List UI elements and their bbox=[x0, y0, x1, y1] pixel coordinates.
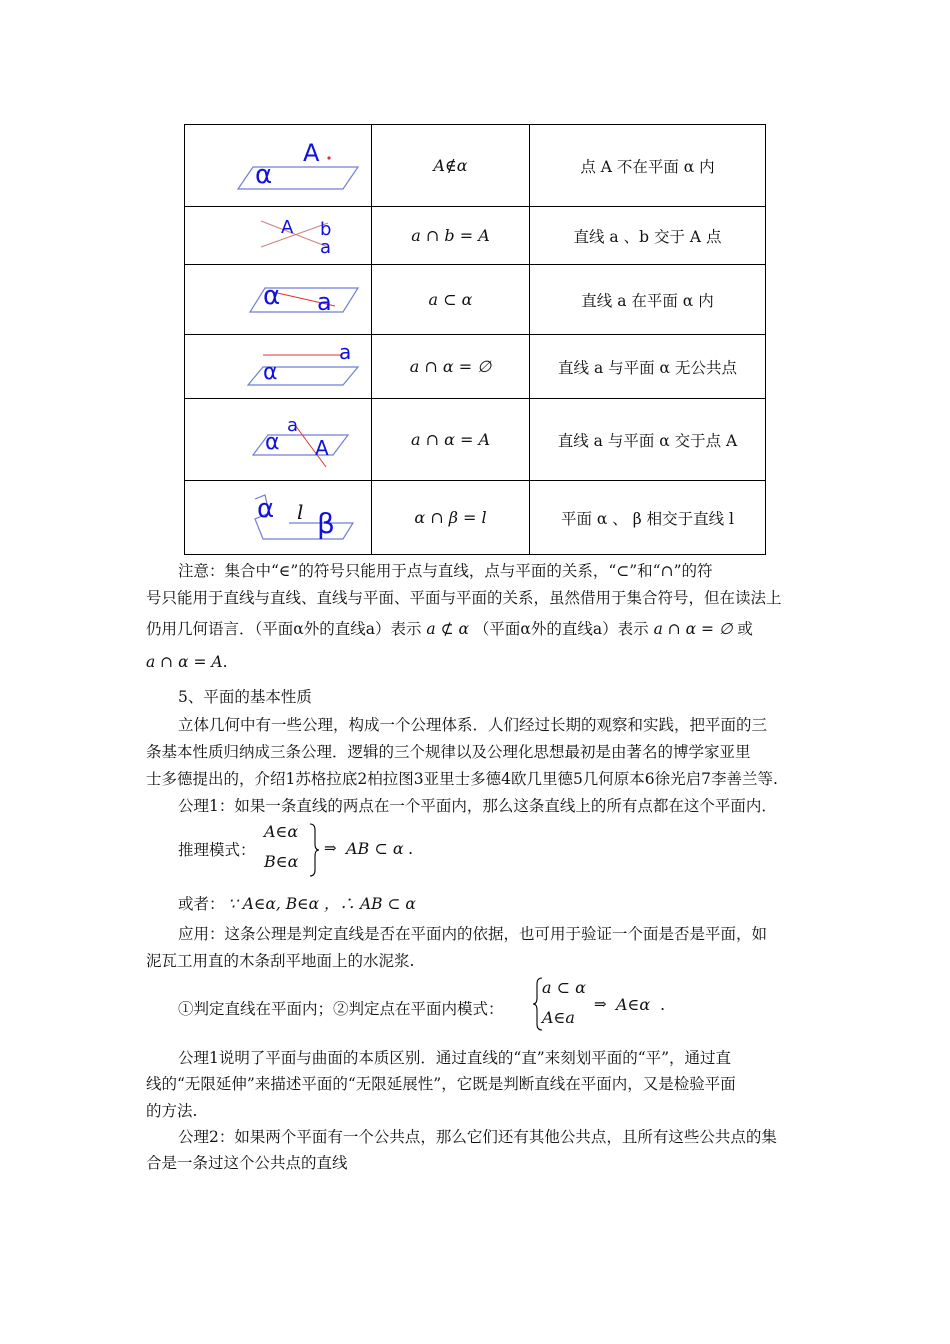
point-a-label: A bbox=[281, 216, 294, 238]
application-line: 应用：这条公理是判定直线是否在平面内的依据，也可用于验证一个面是否是平面，如 bbox=[178, 925, 768, 943]
note-line bbox=[146, 616, 810, 643]
line-a-label: a bbox=[320, 236, 332, 258]
table-row bbox=[185, 125, 766, 207]
symbol-cell: a ⊂ α bbox=[372, 265, 530, 335]
symbol-cell: A∉α bbox=[372, 125, 530, 207]
alpha-label: α bbox=[263, 280, 281, 311]
inference-label: 推理模式： bbox=[178, 841, 256, 859]
beta-label: β bbox=[317, 506, 335, 540]
explain-line: 的方法. bbox=[146, 1102, 198, 1120]
table-row bbox=[185, 481, 766, 555]
figure-line-meets-plane bbox=[185, 399, 372, 481]
or-label: 或者： bbox=[178, 895, 225, 913]
description-cell: 直线 a 、b 交于 A 点 bbox=[530, 207, 766, 265]
alpha-label: α bbox=[265, 429, 280, 455]
formula: a ∩ α = A bbox=[146, 653, 223, 671]
note-text: 或 bbox=[737, 620, 753, 638]
table-row bbox=[185, 399, 766, 481]
period: . bbox=[222, 653, 228, 671]
alpha-label: α bbox=[263, 359, 278, 385]
note-text: （平面α外的直线a）表示 bbox=[473, 620, 649, 638]
description-cell: 直线 a 在平面 α 内 bbox=[530, 265, 766, 335]
implies-arrow: ⇒ bbox=[324, 839, 337, 857]
symbol-cell: a ∩ α = ∅ bbox=[372, 335, 530, 399]
premise: A∈α bbox=[264, 822, 299, 841]
right-brace bbox=[308, 822, 320, 878]
paragraph-line: 立体几何中有一些公理，构成一个公理体系．人们经过长期的观察和实践，把平面的三 bbox=[178, 716, 768, 734]
description-cell: 直线 a 与平面 α 交于点 A bbox=[530, 399, 766, 481]
explain-line: 公理1说明了平面与曲面的本质区别．通过直线的“直”来刻划平面的“平”，通过直 bbox=[178, 1049, 732, 1067]
period: . bbox=[660, 995, 666, 1014]
implies-arrow: ⇒ bbox=[594, 995, 607, 1013]
axiom1-statement: 公理1：如果一条直线的两点在一个平面内，那么这条直线上的所有点都在这个平面内． bbox=[178, 797, 777, 815]
figure-lines-intersect bbox=[185, 207, 372, 265]
note-text: 仍用几何语言．（平面α外的直线a）表示 bbox=[146, 620, 422, 638]
paragraph-line: 士多德提出的，介绍1苏格拉底2柏拉图3亚里士多德4欧几里德5几何原本6徐光启7李善兰等. bbox=[146, 770, 778, 788]
note-line: 注意：集合中“∈”的符号只能用于点与直线，点与平面的关系，“⊂”和“∩”的符 bbox=[178, 562, 713, 580]
note-line bbox=[146, 649, 810, 676]
formula: a ⊄ α bbox=[426, 620, 469, 638]
judge-text: ①判定直线在平面内；②判定点在平面内模式： bbox=[178, 1000, 504, 1018]
section-heading: 5、平面的基本性质 bbox=[178, 688, 312, 706]
premise: A∈a bbox=[542, 1008, 575, 1027]
symbol-cell: a ∩ b = A bbox=[372, 207, 530, 265]
description-cell: 平面 α 、 β 相交于直线 l bbox=[530, 481, 766, 555]
conclusion: AB ⊂ α bbox=[346, 839, 404, 858]
symbol-cell: α ∩ β = l bbox=[372, 481, 530, 555]
notation-table bbox=[184, 124, 766, 555]
symbol-cell: a ∩ α = A bbox=[372, 399, 530, 481]
line-a-label: a bbox=[339, 339, 352, 364]
description-cell: 点 A 不在平面 α 内 bbox=[530, 125, 766, 207]
conclusion: A∈α bbox=[616, 995, 651, 1014]
explain-line: 线的“无限延伸”来描述平面的“无限延展性”，它既是判断直线在平面内，又是检验平面 bbox=[146, 1075, 736, 1093]
figure-planes-intersect bbox=[185, 481, 372, 555]
premise: B∈α bbox=[264, 852, 299, 871]
table-row bbox=[185, 265, 766, 335]
figure-line-in-plane bbox=[185, 265, 372, 335]
table-row bbox=[185, 335, 766, 399]
line-b-label: b bbox=[320, 218, 332, 240]
description-cell: 直线 a 与平面 α 无公共点 bbox=[530, 335, 766, 399]
line-a-label: a bbox=[287, 414, 299, 436]
or-formula: ∵ A∈α, B∈α ，∴ AB ⊂ α bbox=[228, 895, 416, 913]
note-line: 号只能用于直线与直线、直线与平面、平面与平面的关系，虽然借用于集合符号，但在读法上 bbox=[146, 589, 782, 607]
figure-point-not-in-plane bbox=[185, 125, 372, 207]
application-line: 泥瓦工用直的木条刮平地面上的水泥浆. bbox=[146, 952, 415, 970]
paragraph-line: 条基本性质归纳成三条公理．逻辑的三个规律以及公理化思想最初是由著名的博学家亚里 bbox=[146, 743, 751, 761]
period: . bbox=[408, 839, 414, 858]
formula: a ∩ α = ∅ bbox=[653, 620, 733, 638]
point-a-label: A bbox=[315, 435, 329, 460]
axiom2-line: 合是一条过这个公共点的直线 bbox=[146, 1154, 348, 1172]
axiom2-line: 公理2：如果两个平面有一个公共点，那么它们还有其他公共点，且所有这些公共点的集 bbox=[178, 1128, 777, 1146]
figure-line-parallel-plane bbox=[185, 335, 372, 399]
alpha-label: α bbox=[257, 493, 275, 524]
table-row bbox=[185, 207, 766, 265]
point-a-label: A bbox=[303, 138, 320, 167]
premise: a ⊂ α bbox=[542, 978, 586, 997]
line-a-label: a bbox=[317, 287, 332, 316]
line-l-label: l bbox=[297, 499, 304, 524]
alpha-label: α bbox=[255, 159, 273, 190]
